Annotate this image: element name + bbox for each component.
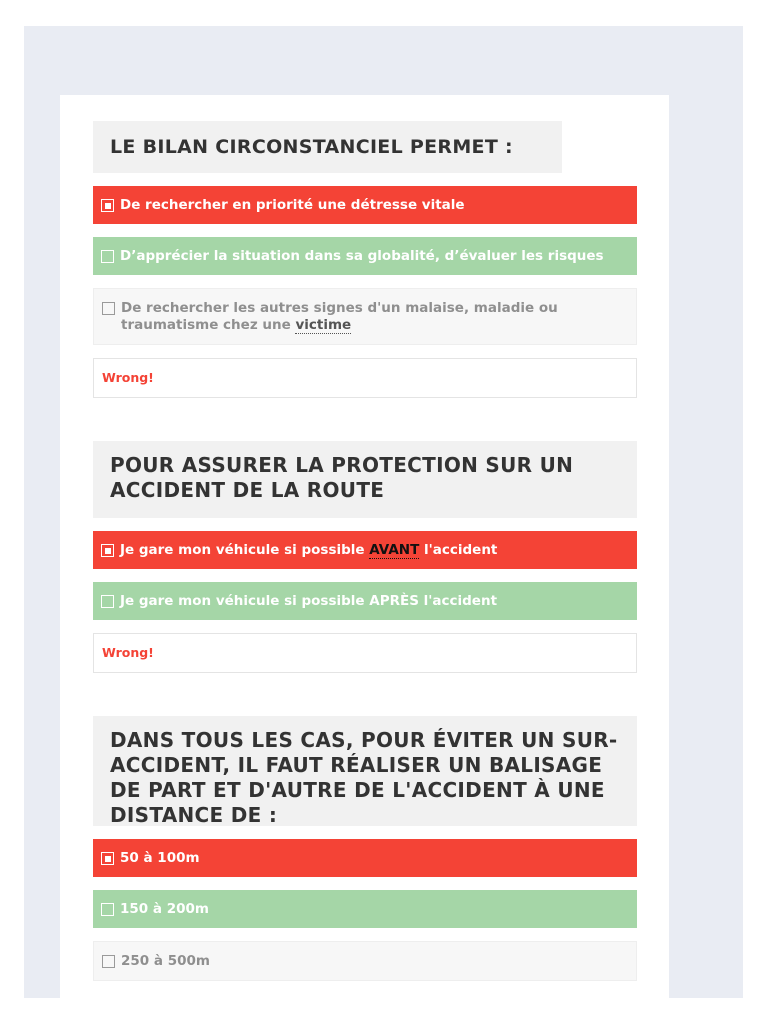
answer-option[interactable] [93, 186, 637, 224]
answer-label: 150 à 200m [120, 901, 209, 917]
question-title: POUR ASSURER LA PROTECTION SUR UN ACCIDENT DE LA ROUTE [93, 441, 637, 518]
answer-option[interactable] [93, 531, 637, 569]
answer-option[interactable] [93, 941, 637, 981]
checkbox-empty-icon[interactable] [102, 302, 115, 315]
answer-option[interactable] [93, 582, 637, 620]
answer-text: De rechercher les autres signes d'un malaise, maladie ou traumatisme chez une [121, 300, 558, 333]
answer-label: Je gare mon véhicule si possible APRÈS l'accident [120, 593, 498, 609]
answer-option[interactable] [93, 890, 637, 928]
question-2 [93, 441, 637, 673]
feedback-message: Wrong! [93, 358, 637, 398]
answer-text: l'accident [419, 542, 498, 558]
answer-label [120, 542, 497, 559]
answer-label [121, 300, 628, 334]
answer-option[interactable] [93, 288, 637, 345]
checkbox-empty-icon[interactable] [102, 955, 115, 968]
answer-list [93, 839, 637, 981]
checkbox-empty-icon[interactable] [101, 250, 114, 263]
glossary-term-link[interactable]: AVANT [369, 542, 420, 558]
answer-label: 50 à 100m [120, 850, 200, 866]
checkbox-checked-icon[interactable] [101, 199, 114, 212]
checkbox-empty-icon[interactable] [101, 903, 114, 916]
checkbox-empty-icon[interactable] [101, 595, 114, 608]
question-3 [93, 716, 637, 981]
answer-label: De rechercher en priorité une détresse vitale [120, 197, 465, 213]
question-title: LE BILAN CIRCONSTANCIEL PERMET : [93, 121, 562, 173]
page-frame [24, 26, 743, 998]
answer-option[interactable] [93, 839, 637, 877]
quiz-content [93, 121, 637, 994]
checkbox-checked-icon[interactable] [101, 544, 114, 557]
question-title: DANS TOUS LES CAS, POUR ÉVITER UN SUR-ACCIDENT, IL FAUT RÉALISER UN BALISAGE DE PART ET D'AUTRE DE L'ACCIDENT À UNE DISTANCE DE : [93, 716, 637, 826]
answer-list [93, 186, 637, 345]
question-1 [93, 121, 637, 398]
checkbox-checked-icon[interactable] [101, 852, 114, 865]
answer-label: 250 à 500m [121, 953, 210, 969]
answer-option[interactable] [93, 237, 637, 275]
glossary-term-link[interactable]: victime [295, 317, 352, 333]
feedback-message: Wrong! [93, 633, 637, 673]
answer-label: D’apprécier la situation dans sa globalité, d’évaluer les risques [120, 248, 604, 264]
answer-list [93, 531, 637, 620]
quiz-card [60, 95, 669, 998]
answer-text: Je gare mon véhicule si possible [120, 542, 370, 558]
